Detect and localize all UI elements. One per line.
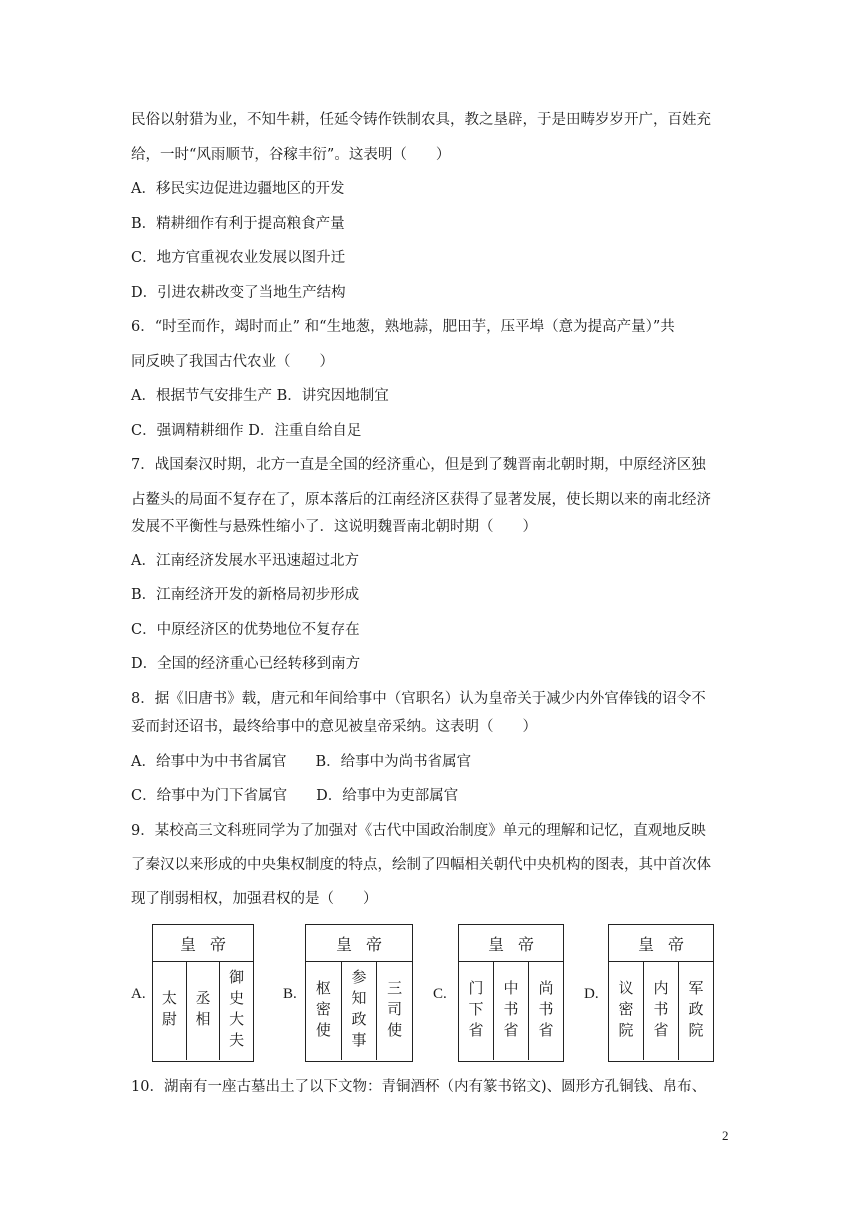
diagram-d-label: D. [584,986,599,1002]
diagram-a-col-1: 太尉 [159,990,178,1032]
q7-option-d[interactable]: D．全国的经济重心已经转移到南方 [131,656,361,672]
q9-stem-line2: 了秦汉以来形成的中央集权制度的特点，绘制了四幅相关朝代中央机构的图表，其中首次体 [131,857,711,873]
diagram-d-col-1: 议密院 [616,979,635,1043]
diagram-b-col-1: 枢密使 [313,979,332,1043]
diagram-d[interactable] [608,924,714,1062]
diagram-b-col-3: 三司使 [385,979,404,1043]
q6-stem-line1: 6．“时至而作，竭时而止” 和“生地葱，熟地蒜，肥田芋，压平埠（意为提高产量）”共 [131,319,675,335]
diagram-c-col-3: 尚书省 [536,979,555,1043]
q5-option-a[interactable]: A．移民实边促进边疆地区的开发 [131,181,345,197]
diagram-d-col-2: 内书省 [651,979,670,1043]
diagram-d-col-3: 军政院 [686,979,705,1043]
q5-option-b[interactable]: B．精耕细作有利于提高粮食产量 [131,216,345,232]
diagram-d-head: 皇帝 [609,925,713,962]
q8-options-cd[interactable]: C．给事中为门下省属官 D．给事中为吏部属官 [131,788,459,804]
diagram-c-col-1: 门下省 [466,979,485,1043]
diagram-c-head: 皇帝 [459,925,563,962]
q6-options-cd[interactable]: C．强调精耕细作 D．注重自给自足 [131,423,362,439]
q8-stem-line1: 8．据《旧唐书》载，唐元和年间给事中（官职名）认为皇帝关于减少内外官俸钱的诏令不 [131,691,706,707]
q5-stem-line1: 民俗以射猎为业，不知牛耕，任延令铸作铁制农具，教之垦辟，于是田畴岁岁开广，百姓充 [131,112,711,128]
diagram-c-col-2: 中书省 [501,979,520,1043]
page-number: 2 [722,1128,729,1143]
diagram-b-label: B. [283,986,297,1002]
q7-option-a[interactable]: A．江南经济发展水平迅速超过北方 [131,553,359,569]
q8-options-ab[interactable]: A．给事中为中书省属官 B．给事中为尚书省属官 [131,754,472,770]
diagram-b-col-2: 参知政事 [349,969,368,1053]
q7-stem-line1: 7．战国秦汉时期，北方一直是全国的经济重心，但是到了魏晋南北朝时期，中原经济区独 [131,457,706,473]
diagram-c[interactable] [458,924,564,1062]
diagram-b-head: 皇帝 [306,925,412,962]
q7-option-c[interactable]: C．中原经济区的优势地位不复存在 [131,622,360,638]
q5-option-c[interactable]: C．地方官重视农业发展以图升迁 [131,250,346,266]
diagram-b[interactable] [305,924,413,1062]
q5-option-d[interactable]: D．引进农耕改变了当地生产结构 [131,285,346,301]
diagram-a-col-2: 丞相 [193,990,212,1032]
q5-stem-line2: 给，一时“风雨顺节，谷稼丰衍”。这表明（ ） [131,147,451,163]
q6-options-ab[interactable]: A．根据节气安排生产 B．讲究因地制宜 [131,388,389,404]
diagram-a-col-3: 御史大夫 [227,969,246,1053]
diagram-a[interactable] [152,924,254,1062]
q6-stem-line2: 同反映了我国古代农业（ ） [131,354,334,370]
q9-stem-line1: 9．某校高三文科班同学为了加强对《古代中国政治制度》单元的理解和记忆，直观地反映 [131,823,706,839]
q9-stem-line3: 现了削弱相权，加强君权的是（ ） [131,891,378,907]
q7-stem-line3: 发展不平衡性与悬殊性缩小了．这说明魏晋南北朝时期（ ） [131,519,537,535]
q7-stem-line2: 占鳌头的局面不复存在了，原本落后的江南经济区获得了显著发展，使长期以来的南北经济 [131,492,711,508]
q7-option-b[interactable]: B．江南经济开发的新格局初步形成 [131,587,360,603]
q10-stem-line1: 10．湖南有一座古墓出土了以下文物：青铜酒杯（内有篆书铭文)、圆形方孔铜钱、帛布、 [131,1079,707,1095]
q8-stem-line2: 妥而封还诏书，最终给事中的意见被皇帝采纳。这表明（ ） [131,719,537,735]
diagram-a-label: A. [131,986,146,1002]
diagram-a-head: 皇帝 [153,925,253,962]
diagram-c-label: C. [433,986,447,1002]
